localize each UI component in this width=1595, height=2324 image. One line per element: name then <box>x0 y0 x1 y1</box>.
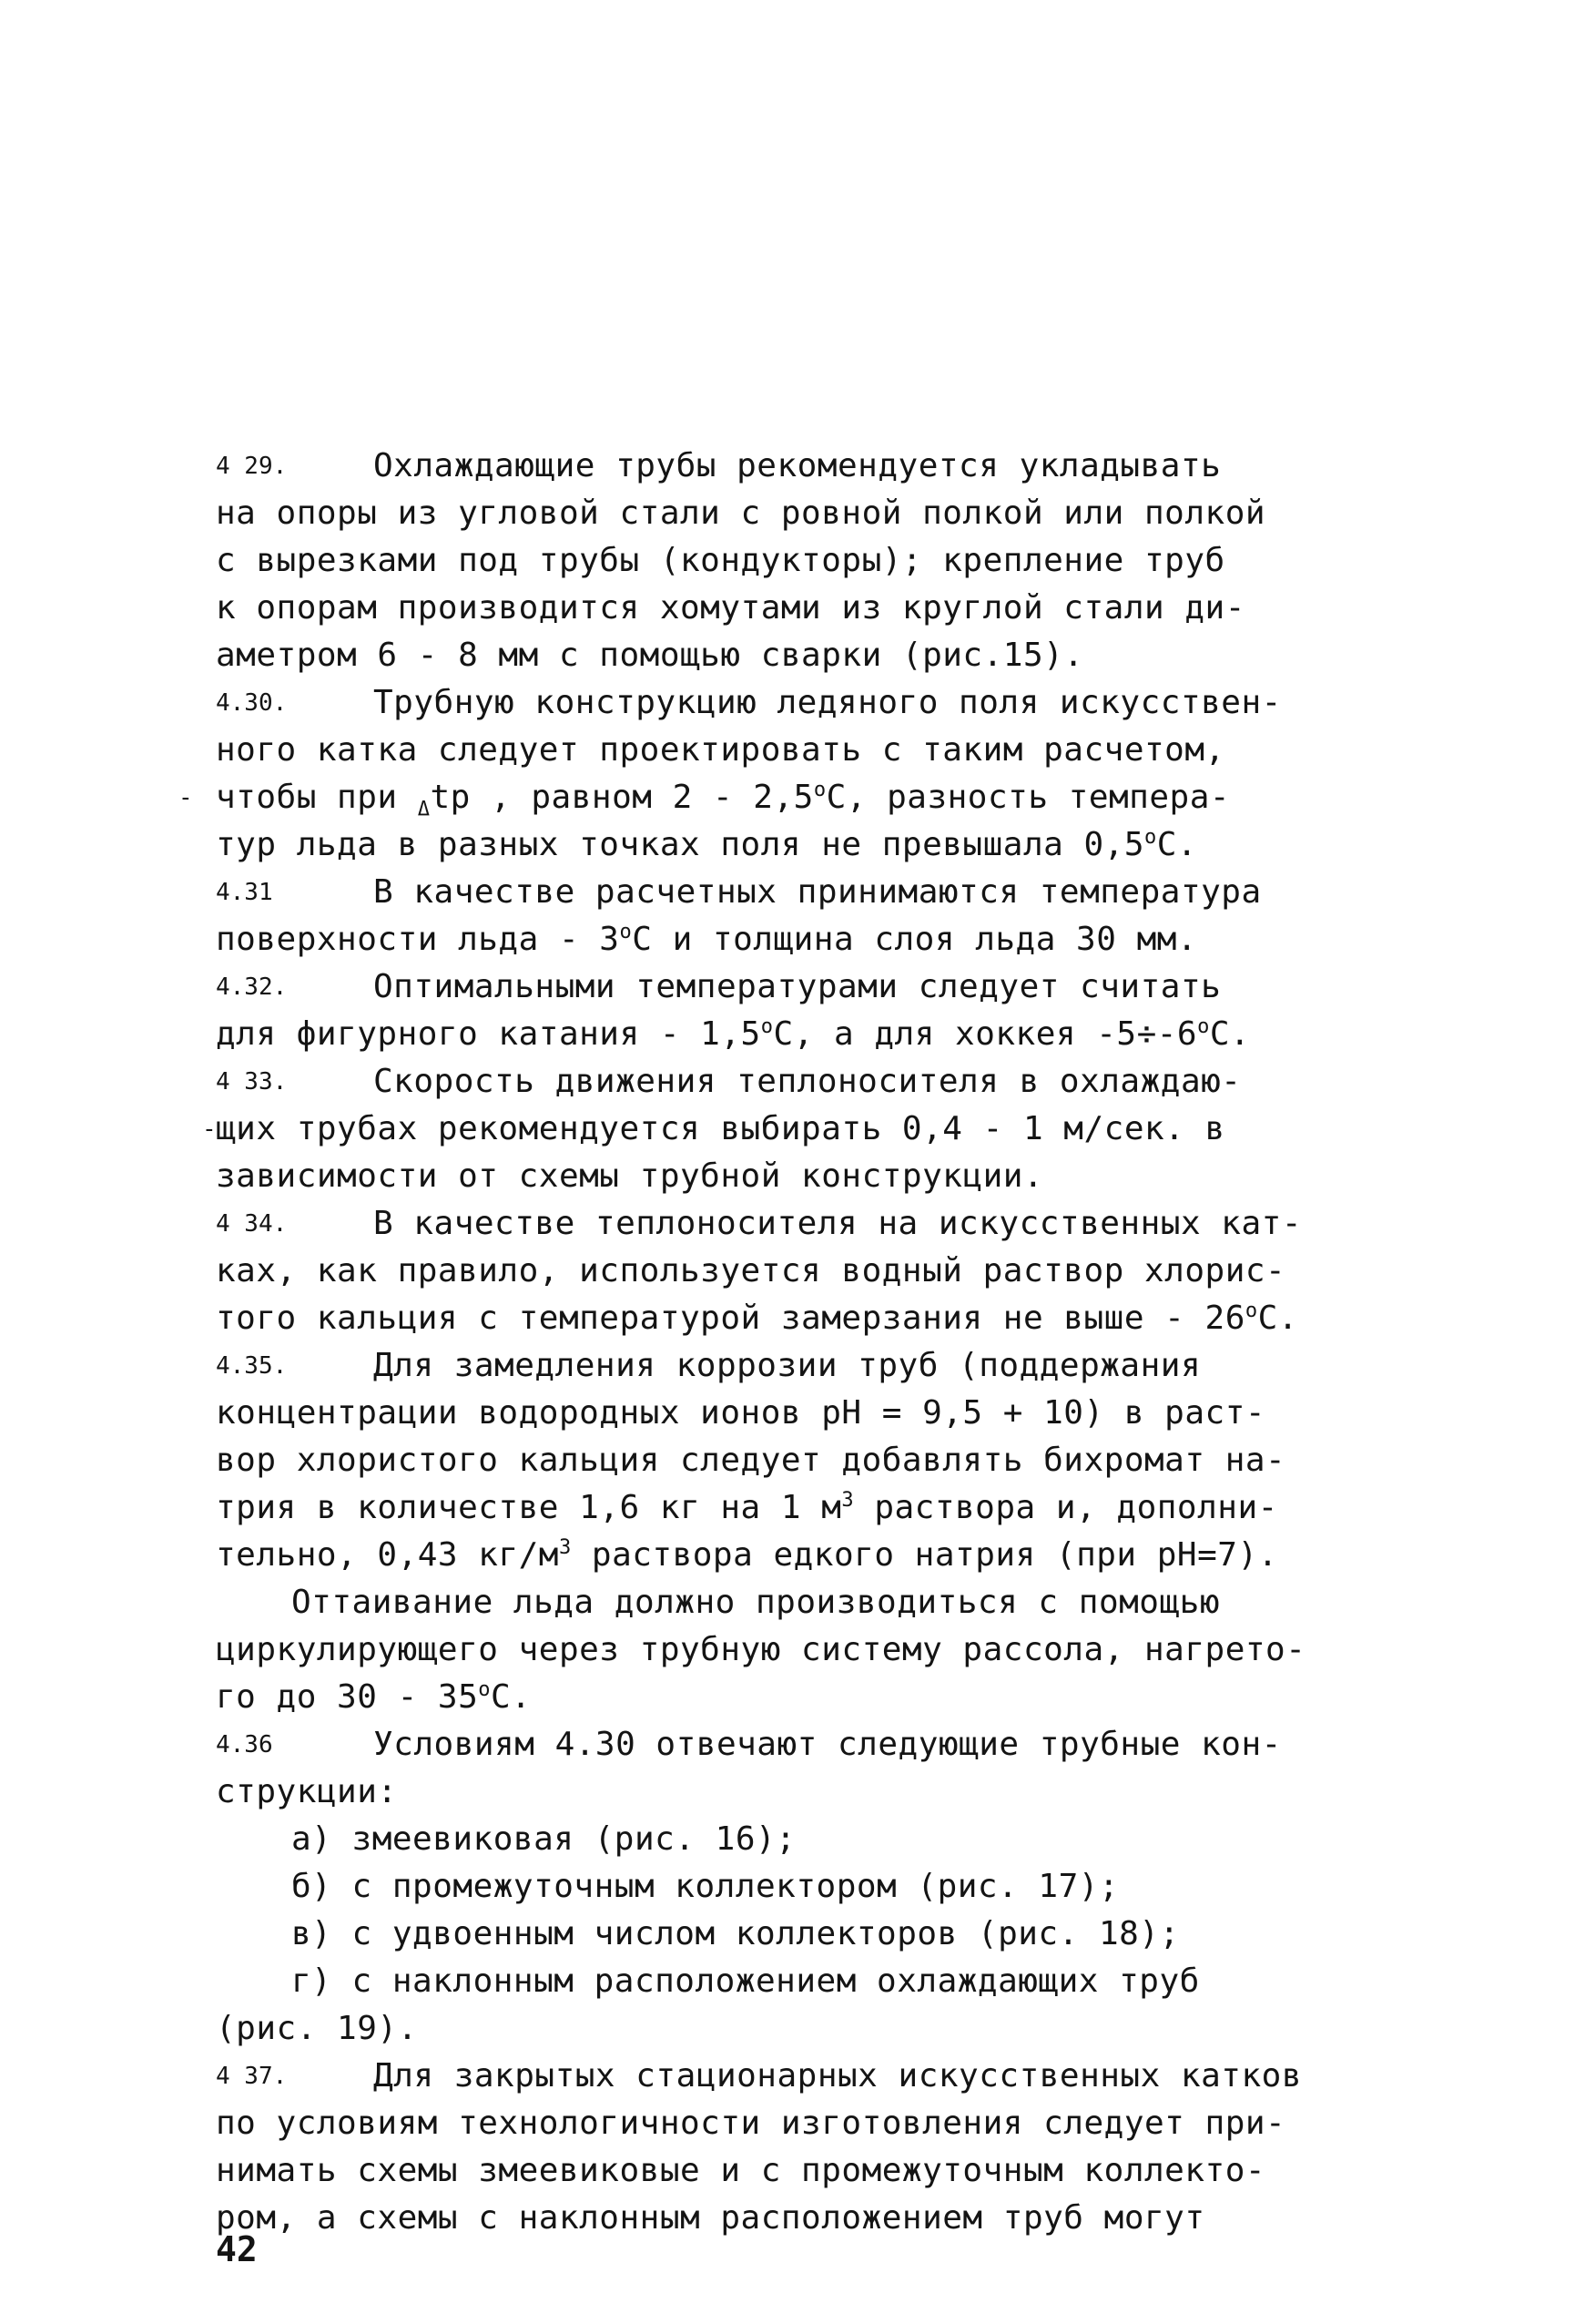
text-line: Оптимальными температурами следует считать <box>373 968 1222 1005</box>
text-segment: чтобы при <box>216 779 418 816</box>
text-line: Трубную конструкцию ледяного поля искусствен- <box>373 684 1282 721</box>
text-segment: С. <box>1209 1015 1251 1053</box>
text-line <box>216 1674 1509 1721</box>
degree-symbol: о <box>760 1015 774 1038</box>
paragraph-number: 4.36 <box>216 1731 273 1758</box>
text-line <box>216 821 1509 869</box>
text-line: нимать схемы змеевиковые и с промежуточным коллекто- <box>216 2152 1266 2189</box>
paragraph-number: 4 29. <box>216 453 288 480</box>
text-line: Оттаивание льда должно производиться с помощью <box>291 1584 1220 1621</box>
margin-mark: - <box>202 1116 217 1143</box>
paragraph-number: 4 37. <box>216 2063 288 2090</box>
text-segment: раствора едкого натрия (при рН=7). <box>571 1536 1278 1574</box>
degree-symbol: о <box>1245 1300 1258 1322</box>
text-segment: раствора и, дополни- <box>854 1489 1278 1526</box>
text-line: концентрации водородных ионов рН = 9,5 + 10) в раст- <box>216 1394 1266 1432</box>
text-line: аметром 6 - 8 мм с помощью сварки (рис.15). <box>216 637 1084 674</box>
text-segment: С и толщина слоя льда 30 мм. <box>632 921 1198 958</box>
text-line: В качестве теплоносителя на искусственных кат- <box>373 1205 1302 1242</box>
list-item: в) с удвоенным числом коллекторов (рис. 18); <box>291 1915 1180 1952</box>
degree-symbol: о <box>1144 826 1157 849</box>
delta-symbol: Δ <box>417 798 431 821</box>
text-line: по условиям технологичности изготовления следует при- <box>216 2105 1286 2142</box>
text-line: зависимости от схемы трубной конструкции. <box>216 1157 1044 1195</box>
paragraph-number: 4.30. <box>216 689 288 717</box>
list-item: а) змеевиковая (рис. 16); <box>291 1820 797 1858</box>
degree-symbol: о <box>619 921 633 943</box>
text-segment: тур льда в разных точках поля не превышала 0,5 <box>216 826 1144 863</box>
text-segment: го до 30 - 35 <box>216 1678 479 1716</box>
text-line: (рис. 19). <box>216 2010 418 2047</box>
text-line <box>216 916 1509 963</box>
text-segment: С. <box>1156 826 1198 863</box>
list-item: г) с наклонным расположением охлаждающих труб <box>291 1962 1200 2000</box>
text-line: Для замедления коррозии труб (поддержания <box>373 1347 1202 1384</box>
paragraph-number: 4.35. <box>216 1352 288 1380</box>
text-line: ром, а схемы с наклонным расположением труб могут <box>216 2199 1205 2237</box>
degree-symbol: о <box>478 1678 492 1701</box>
text-line: с вырезками под трубы (кондукторы); крепление труб <box>216 542 1225 579</box>
text-line: щих трубах рекомендуется выбирать 0,4 - 1 м/сек. в <box>216 1110 1225 1147</box>
text-line <box>216 1011 1509 1058</box>
text-line: Условиям 4.30 отвечают следующие трубные кон- <box>373 1726 1282 1763</box>
paragraph-number: 4 33. <box>216 1068 288 1096</box>
text-segment: С. <box>1257 1300 1298 1337</box>
text-segment: tр <box>430 779 471 816</box>
cube-symbol: 3 <box>841 1489 855 1512</box>
text-line: ках, как правило, используется водный раствор хлорис- <box>216 1252 1286 1289</box>
margin-mark: - <box>178 784 193 811</box>
text-line: В качестве расчетных принимаются температура <box>373 873 1262 911</box>
text-line: ного катка следует проектировать с таким расчетом, <box>216 731 1225 769</box>
text-line: на опоры из угловой стали с ровной полкой или полкой <box>216 494 1266 532</box>
page-number: 42 <box>216 2229 258 2269</box>
text-line: к опорам производится хомутами из круглой стали ди- <box>216 589 1245 627</box>
degree-symbol: о <box>1197 1015 1210 1038</box>
paragraph-number: 4 34. <box>216 1210 288 1238</box>
text-line: Охлаждающие трубы рекомендуется укладывать <box>373 447 1222 484</box>
text-segment: трия в количестве 1,6 кг на 1 м <box>216 1489 842 1526</box>
text-line <box>216 1484 1509 1532</box>
list-item: б) с промежуточным коллектором (рис. 17); <box>291 1868 1120 1905</box>
cube-symbol: 3 <box>558 1536 572 1559</box>
text-segment: С, а для хоккея -5÷-6 <box>773 1015 1198 1053</box>
text-line <box>216 1532 1509 1579</box>
text-segment: С, разность темпера- <box>826 779 1231 816</box>
text-segment: для фигурного катания - 1,5 <box>216 1015 761 1053</box>
text-segment: поверхности льда - 3 <box>216 921 620 958</box>
text-line: вор хлористого кальция следует добавлять бихромат на- <box>216 1442 1286 1479</box>
text-line: Скорость движения теплоносителя в охлаждаю- <box>373 1063 1242 1100</box>
text-line <box>216 1295 1509 1342</box>
text-line <box>216 774 1509 821</box>
text-line: струкции: <box>216 1773 398 1810</box>
text-line: циркулирующего через трубную систему рассола, нагрето- <box>216 1631 1306 1668</box>
text-segment: тельно, 0,43 кг/м <box>216 1536 559 1574</box>
degree-symbol: о <box>813 779 827 801</box>
text-segment: С. <box>491 1678 532 1716</box>
paragraph-number: 4.32. <box>216 973 288 1001</box>
text-segment: , равном 2 - 2,5 <box>470 779 814 816</box>
text-line: Для закрытых стационарных искусственных катков <box>373 2057 1302 2095</box>
text-segment: того кальция с температурой замерзания не выше - 26 <box>216 1300 1245 1337</box>
paragraph-number: 4.31 <box>216 879 273 906</box>
